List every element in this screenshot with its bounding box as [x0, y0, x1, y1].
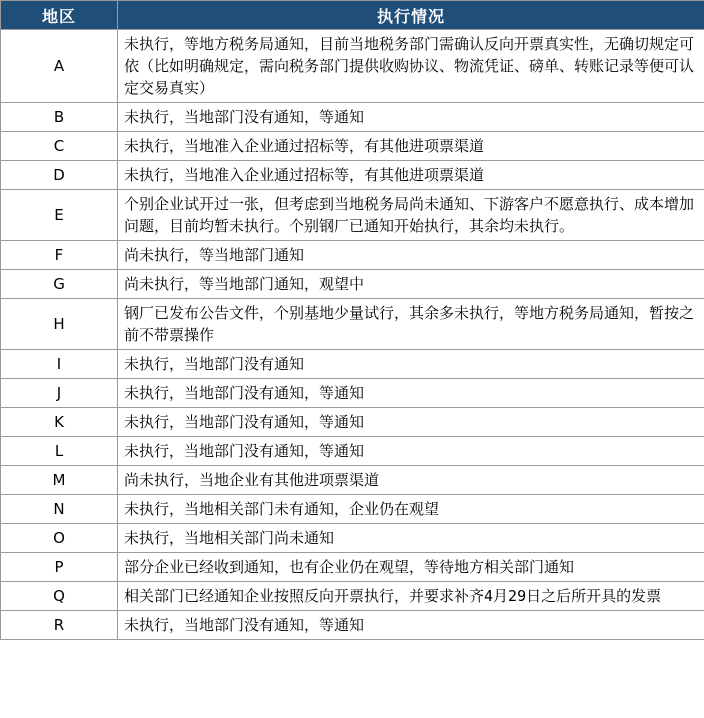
status-cell: 尚未执行，当地企业有其他进项票渠道 [118, 466, 704, 495]
region-cell: C [1, 132, 118, 161]
region-cell: I [1, 350, 118, 379]
region-cell: K [1, 408, 118, 437]
region-cell: J [1, 379, 118, 408]
status-cell: 未执行，当地准入企业通过招标等，有其他进项票渠道 [118, 132, 704, 161]
status-cell: 尚未执行，等当地部门通知，观望中 [118, 270, 704, 299]
region-cell: D [1, 161, 118, 190]
table-row [1, 553, 704, 582]
region-cell: R [1, 611, 118, 640]
table-row [1, 611, 704, 640]
status-cell: 未执行，当地部门没有通知 [118, 350, 704, 379]
table-row [1, 495, 704, 524]
table-row [1, 161, 704, 190]
table-row [1, 524, 704, 553]
region-cell: M [1, 466, 118, 495]
status-column-header: 执行情况 [118, 1, 704, 30]
table-row [1, 379, 704, 408]
status-cell: 未执行，当地部门没有通知，等通知 [118, 103, 704, 132]
table-row [1, 241, 704, 270]
status-cell: 尚未执行，等当地部门通知 [118, 241, 704, 270]
region-cell: F [1, 241, 118, 270]
region-cell: G [1, 270, 118, 299]
header-row [1, 1, 704, 30]
region-cell: Q [1, 582, 118, 611]
table-row [1, 270, 704, 299]
status-cell: 未执行，当地准入企业通过招标等，有其他进项票渠道 [118, 161, 704, 190]
status-cell: 未执行，当地部门没有通知，等通知 [118, 379, 704, 408]
region-cell: P [1, 553, 118, 582]
table-header [1, 1, 704, 30]
table-row [1, 299, 704, 350]
region-column-header: 地区 [1, 1, 118, 30]
region-cell: B [1, 103, 118, 132]
status-cell: 相关部门已经通知企业按照反向开票执行，并要求补齐4月29日之后所开具的发票 [118, 582, 704, 611]
region-cell: O [1, 524, 118, 553]
table-row [1, 132, 704, 161]
status-cell: 未执行，当地相关部门尚未通知 [118, 524, 704, 553]
status-cell: 未执行，当地部门没有通知，等通知 [118, 611, 704, 640]
status-cell: 未执行，当地相关部门未有通知，企业仍在观望 [118, 495, 704, 524]
region-cell: A [1, 30, 118, 103]
table-row [1, 437, 704, 466]
region-cell: H [1, 299, 118, 350]
status-cell: 部分企业已经收到通知，也有企业仍在观望，等待地方相关部门通知 [118, 553, 704, 582]
table-row [1, 350, 704, 379]
table-body [1, 30, 704, 640]
table-row [1, 30, 704, 103]
region-cell: E [1, 190, 118, 241]
table-row [1, 103, 704, 132]
status-cell: 钢厂已发布公告文件，个别基地少量试行，其余多未执行，等地方税务局通知，暂按之前不带票操作 [118, 299, 704, 350]
status-cell: 未执行，当地部门没有通知，等通知 [118, 408, 704, 437]
table-row [1, 582, 704, 611]
region-cell: N [1, 495, 118, 524]
status-cell: 未执行，等地方税务局通知，目前当地税务部门需确认反向开票真实性，无确切规定可依（比如明确规定，需向税务部门提供收购协议、物流凭证、磅单、转账记录等便可认定交易真实） [118, 30, 704, 103]
status-cell: 个别企业试开过一张，但考虑到当地税务局尚未通知、下游客户不愿意执行、成本增加问题，目前均暂未执行。个别钢厂已通知开始执行，其余均未执行。 [118, 190, 704, 241]
table-row [1, 466, 704, 495]
table-row [1, 190, 704, 241]
status-cell: 未执行，当地部门没有通知，等通知 [118, 437, 704, 466]
table-row [1, 408, 704, 437]
region-cell: L [1, 437, 118, 466]
